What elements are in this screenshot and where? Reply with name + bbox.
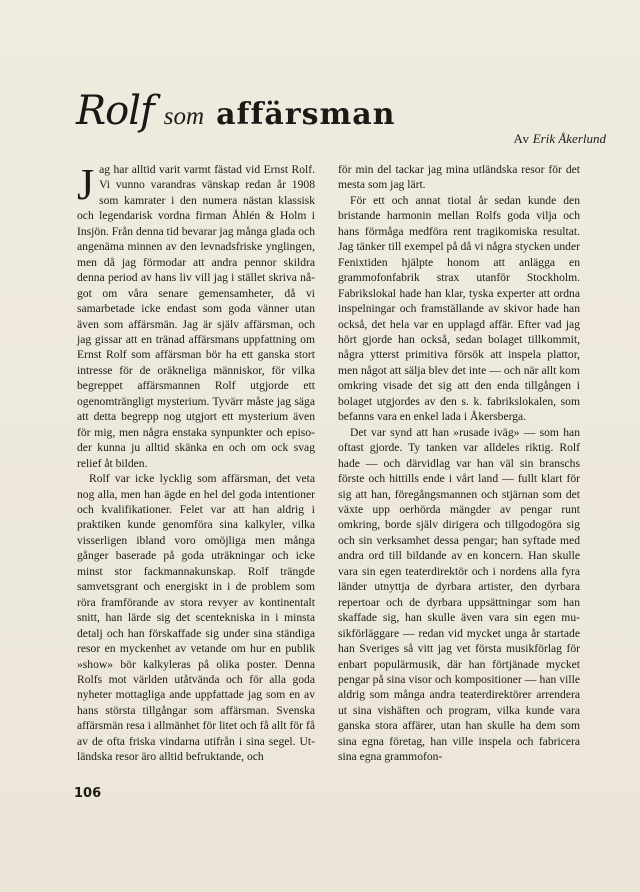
- paragraph-text: ag har alltid varit varmt fästad vid Ernst Rolf. Vi vunno varandras vänskap redan år 1908 som kamrater i den numera nästan klassisk och legendarisk vordna firman Åhlén & Holm i Insjön. Från denna tid bevarar jag många glada och angenäma minnen av den levnadsfriske ynglingen, men då jag förmodar att andra pennor skildra denna period av hans liv vill jag i stället skriva något om våra senare gemensamheter, då vi samarbetade icke endast som goda vänner utan även som affärsmän. Jag är själv affärsman, och jag gissar att en tränad affärsmans uppfattning om Ernst Rolf som affärsman bör ha ett ganska stort intresse för de oräkneliga människor, för vilka begreppet affärsmannen Rolf utgjorde ett ogenomträngligt mysterium. Tyvärr måste jag säga att detta begrepp nog utgjort ett mysterium även för mig, men några enstaka synpunkter och episoder kunna ju alltid skänka en och om ock svag relief åt bilden.: [77, 163, 315, 470]
- title-italic-word: som: [163, 103, 205, 130]
- drop-cap: J: [77, 160, 95, 209]
- byline-prefix: Av: [513, 131, 530, 146]
- paragraph: Det var synd att han »rusade iväg» — som han oftast gjorde. Ty tanken var alldeles riktig. Rolf hade — och därvidlag var han väl sin branschs förste och hittills ende i vårt land — fullt klart för sig att han, föregångsmannen och stjärnan som det växte upp oerhörda mängder av pengar runt omkring, borde själv dirigera och tillgodogöra sig och sin verksamhet dessa pengar; han syftade med andra ord till bildande av en koncern. Han skulle vara sin egen teaterdirektör och i nordens alla fyra länder utnyttja de dyrbara artister, den dyrbara repertoar och de dyrbara uppsättningar som han skaffade sig, han skulle även vara sin egen musikförläggare — redan vid mycket unga år startade han Sveriges så vitt jag vet första musikförlag för enbart populärmusik, där han förtjänade mycket pengar på sina visor och kompositioner — han ville aldrig som många andra teaterdirektörer arrendera ut sina vishäften och program, vilka kunde vara ganska stora affärer, utan han skulle ha dem som sina egna företag, han ville inspela och fabricera sina egna grammofon-: [338, 425, 580, 764]
- byline: [514, 131, 606, 147]
- left-column: [77, 162, 315, 765]
- right-column: [338, 162, 580, 765]
- byline-author: Erik Åkerlund: [532, 131, 606, 146]
- paragraph: [77, 162, 315, 471]
- title-script-word: Rolf: [76, 88, 154, 134]
- paragraph: För ett och annat tiotal år sedan kunde den bristande harmonin mellan Rolfs goda vilja och hans förmåga medföra rent tragikomiska resultat. Jag tänker till exempel på då vi några stycken under Fenixtiden hjälpte honom att anlägga en grammofonfabrik strax utanför Stockholm. Fabrikslokal hade han klar, tyska experter att ordna inspelningar och framställande av skivor hade han också, det hela var en upplagd affär. Efter vad jag hört gjorde han också, sedan bolaget tillkommit, några ytterst primitiva försök att inspela plattor, men något att sälja blev det inte — och när allt kom omkring visade det sig att den enda tillgången i bolaget utgjordes av den s. k. fabrikslokalen, som befanns vara en enkel lada i Åkersberga.: [338, 193, 580, 424]
- page-number: 106: [74, 786, 102, 801]
- title-bold-word: affärsman: [216, 97, 396, 132]
- paragraph: för min del tackar jag mina utländska resor för det mesta som jag lärt.: [338, 163, 580, 192]
- paragraph: Rolf var icke lycklig som affärsman, det veta nog alla, men han ägde en hel del goda intentioner och kvalifikationer. Felet var att han aldrig i praktiken kunde genomföra sina kalkyler, vilka visserligen ibland voro omöjliga men många gånger baserade på goda uträkningar och icke minst stor fackmannakunskap. Rolf trängde samvetsgrant och energiskt in i de problem som röra framförande av stora revyer av kontinentalt snitt, han lärde sig det scentekniska in i minsta detalj och han förskaffade sig under sina ständiga resor en myckenhet av vetande om hur en publik »show» bör kalkyleras på olika poster. Denna Rolfs mot världen utåtvända och för alla goda nyheter mottagliga ande uppfattade jag som en av hans största tillgångar som affärsman. Svenska affärsmän resa i allmänhet för litet och få allt för få av de ofta friska vindarna utifrån i sina segel. Utländska resor äro alltid befruktande, och: [77, 472, 315, 764]
- article-title: [76, 88, 496, 138]
